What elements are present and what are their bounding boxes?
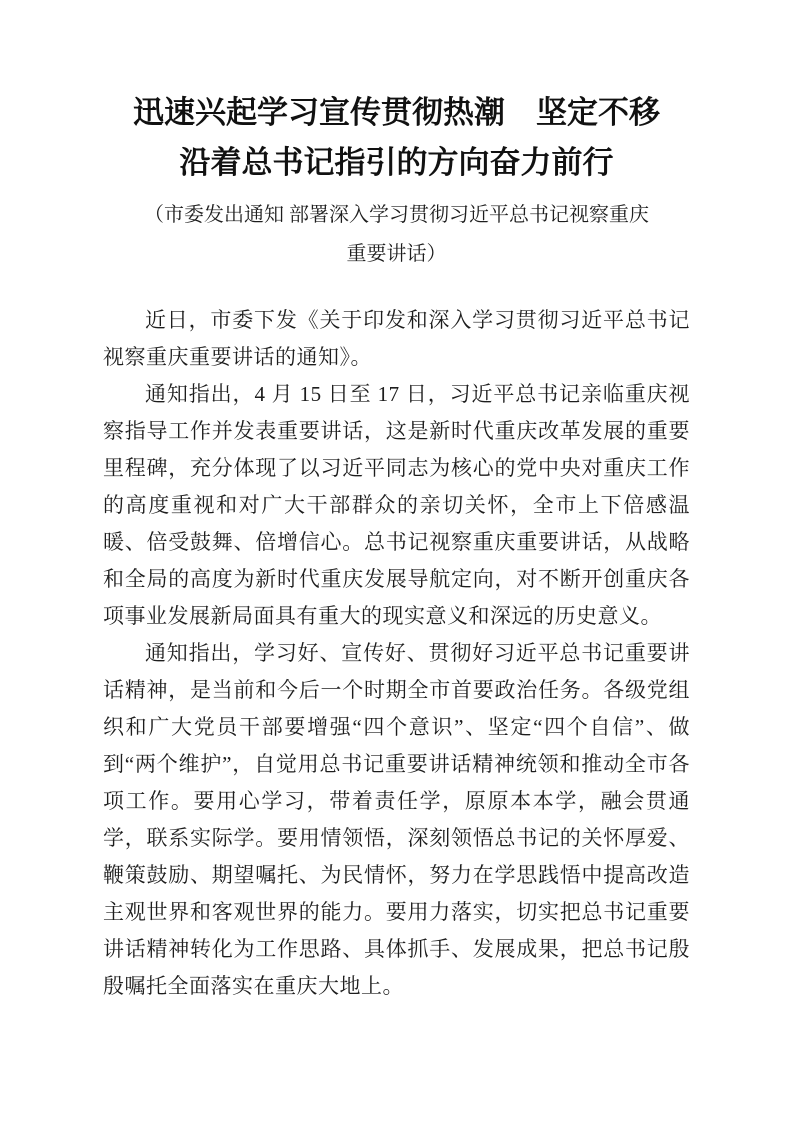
title-line-2: 沿着总书记指引的方向奋力前行 bbox=[179, 145, 614, 180]
subtitle-line-2: 重要讲话） bbox=[346, 243, 447, 265]
body-paragraph-2: 通知指出，4 月 15 日至 17 日，习近平总书记亲临重庆视察指导工作并发表重要讲话，这是新时代重庆改革发展的重要里程碑，充分体现了以习近平同志为核心的党中央对重庆工作的高度重视和对广大干部群众的亲切关怀，全市上下倍感温暖、倍受鼓舞、倍增信心。总书记视察重庆重要讲话，从战略和全局的高度为新时代重庆发展导航定向，对不断开创重庆各项事业发展新局面具有重大的现实意义和深远的历史意义。 bbox=[103, 382, 690, 628]
document-title bbox=[103, 88, 690, 188]
document-subtitle bbox=[103, 196, 690, 274]
body-paragraph-1: 近日，市委下发《关于印发和深入学习贯彻习近平总书记视察重庆重要讲话的通知》。 bbox=[103, 308, 690, 369]
document-body bbox=[103, 302, 690, 1005]
title-line-1: 迅速兴起学习宣传贯彻热潮 坚定不移 bbox=[133, 95, 660, 130]
body-paragraph-3: 通知指出，学习好、宣传好、贯彻好习近平总书记重要讲话精神，是当前和今后一个时期全市首要政治任务。各级党组织和广大党员干部要增强“四个意识”、坚定“四个自信”、做到“两个维护”，自觉用总书记重要讲话精神统领和推动全市各项工作。要用心学习，带着责任学，原原本本学，融会贯通学，联系实际学。要用情领悟，深刻领悟总书记的关怀厚爱、鞭策鼓励、期望嘱托、为民情怀，努力在学思践悟中提高改造主观世界和客观世界的能力。要用力落实，切实把总书记重要讲话精神转化为工作思路、具体抓手、发展成果，把总书记殷殷嘱托全面落实在重庆大地上。 bbox=[103, 641, 690, 998]
subtitle-line-1: （市委发出通知 部署深入学习贯彻习近平总书记视察重庆 bbox=[144, 204, 649, 226]
document-content bbox=[103, 0, 690, 1005]
